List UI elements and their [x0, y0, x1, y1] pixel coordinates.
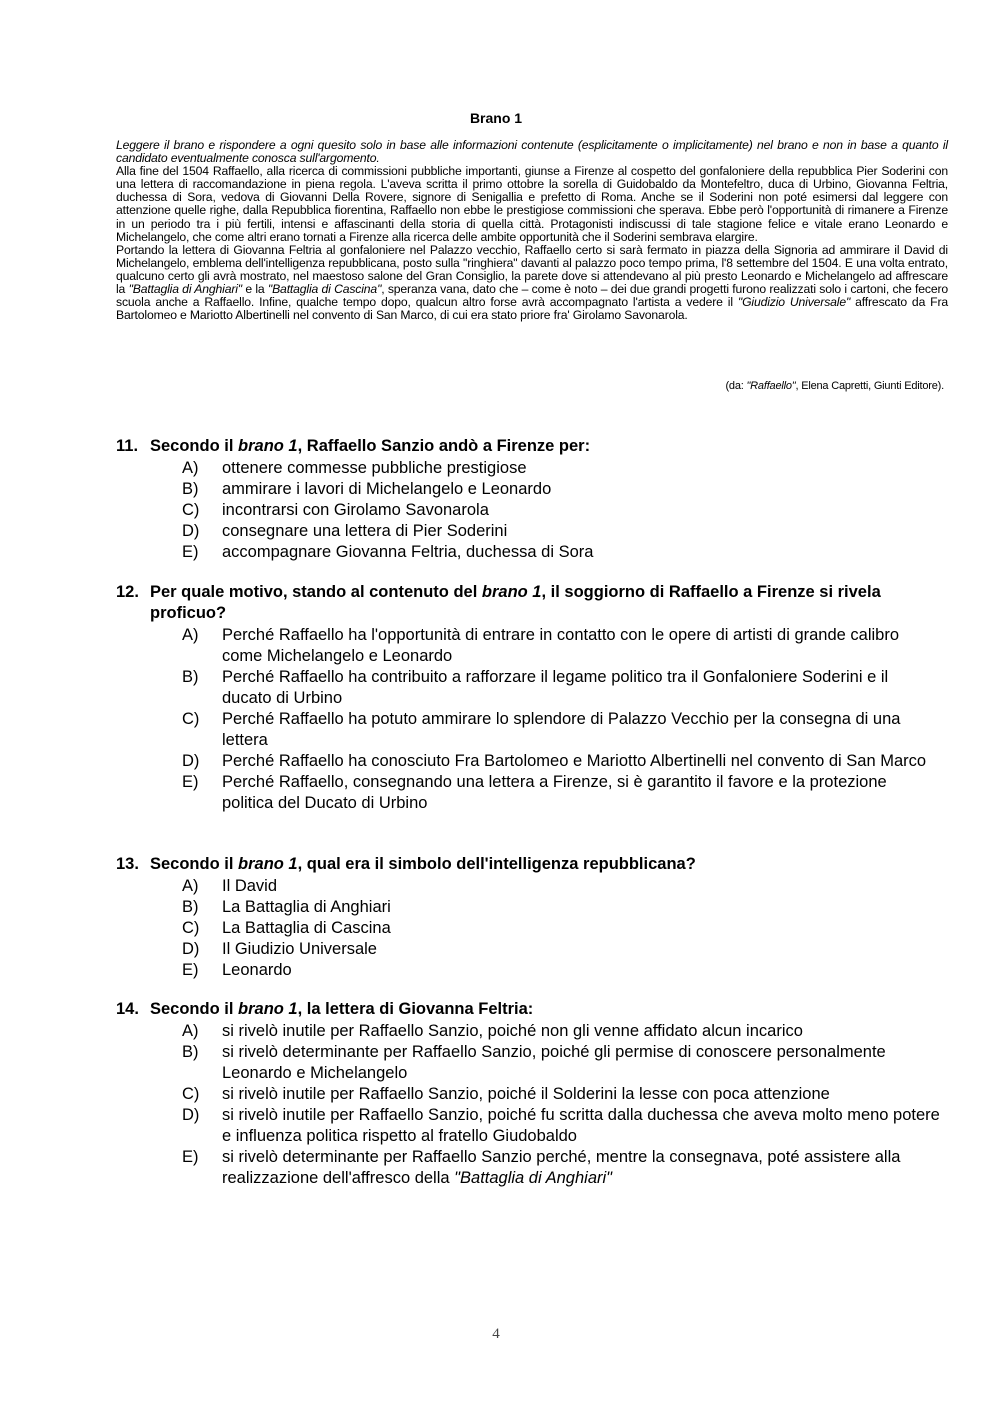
- paragraph-2-text: affrescato da Fra Bartolomeo e Mariotto Albertinelli nel convento di San Marco, di cui era stato priore fra' Girolamo Savonarola.: [116, 295, 949, 323]
- option-letter: B): [182, 480, 199, 498]
- work-title-anghiari: "Battaglia di Anghiari": [128, 282, 242, 297]
- question-text: [150, 582, 942, 624]
- question-stem: [116, 999, 942, 1020]
- option-letter: D): [182, 1106, 200, 1124]
- option-text: La Battaglia di Cascina: [222, 919, 391, 937]
- answer-option-d[interactable]: [182, 521, 942, 542]
- question-text-part: Secondo il: [150, 437, 239, 455]
- answer-option-c[interactable]: [182, 918, 942, 939]
- question-text-emphasis: brano 1: [238, 1000, 298, 1018]
- question-12: [116, 582, 942, 814]
- question-number: 12.: [116, 583, 139, 601]
- option-letter: D): [182, 752, 200, 770]
- answer-options: [182, 1021, 942, 1189]
- option-text: Perché Raffaello, consegnando una lettera a Firenze, si è garantito il favore e la protezione politica del Ducato di Urbino: [222, 773, 887, 812]
- passage-paragraph-1: Alla fine del 1504 Raffaello, alla ricerca di commissioni pubbliche importanti, giunse a Firenze al cospetto del gonfaloniere della repubblica Pier Soderini con una lettera di raccomandazione in piena regola. L'aveva scritta il primo ottobre la sorella di Guidobaldo da Montefeltro, duca di Urbino, Giovanna Feltria, duchessa di Sora, vedova di Giovanni Della Rovere, signore di Senigallia e prefetto di Roma. Anche se il Soderini non poté esimersi dal leggere con attenzione quelle righe, dalla Repubblica fiorentina, Raffaello non ebbe le prestigiose commissioni che sperava. Ebbe però l'opportunità di rimanere a Firenze in un periodo tra i più fertili, intensi e affascinanti della storia di quella città. Protagonisti indiscussi di tale stagione felice e vitale erano Leonardo e Michelangelo, che come altri erano tornati a Firenze alla ricerca delle ambite opportunità che il Soderini sembrava elargire.: [116, 164, 948, 244]
- question-text-emphasis: brano 1: [238, 855, 298, 873]
- option-letter: C): [182, 710, 200, 728]
- answer-options: [182, 876, 942, 981]
- question-13: [116, 854, 942, 981]
- answer-option-b[interactable]: [182, 667, 942, 709]
- passage-instructions: Leggere il brano e rispondere a ogni quesito solo in base alle informazioni contenute (esplicitamente o implicitamente) nel brano e non in base a quanto il candidato eventualmente conosca sull'argomento.: [116, 138, 948, 166]
- option-text: [222, 1147, 942, 1189]
- question-text-part: Secondo il: [150, 855, 239, 873]
- question-number: 11.: [116, 437, 139, 455]
- question-text-emphasis: brano 1: [481, 583, 542, 601]
- option-letter: D): [182, 940, 200, 958]
- option-text: Il Giudizio Universale: [222, 940, 377, 958]
- question-text-part: Per quale motivo, stando al contenuto del: [150, 583, 482, 601]
- option-letter: E): [182, 773, 199, 791]
- answer-option-e[interactable]: [182, 1147, 942, 1189]
- citation-text: (da:: [725, 380, 747, 392]
- option-text: si rivelò determinante per Raffaello Sanzio, poiché gli permise di conoscere personalmente Leonardo e Michelangelo: [222, 1043, 886, 1082]
- option-text: ottenere commesse pubbliche prestigiose: [222, 459, 527, 477]
- option-text: Perché Raffaello ha potuto ammirare lo splendore di Palazzo Vecchio per la consegna di una lettera: [222, 710, 901, 749]
- option-text: accompagnare Giovanna Feltria, duchessa di Sora: [222, 543, 594, 561]
- question-14: [116, 999, 942, 1189]
- option-letter: B): [182, 1043, 199, 1061]
- answer-option-a[interactable]: [182, 625, 942, 667]
- question-text: [150, 854, 942, 875]
- work-title-giudizio: "Giudizio Universale": [737, 295, 851, 310]
- option-text: si rivelò inutile per Raffaello Sanzio, poiché il Solderini la lesse con poca attenzione: [222, 1085, 830, 1103]
- answer-option-e[interactable]: [182, 542, 942, 563]
- answer-option-c[interactable]: [182, 500, 942, 521]
- answer-option-a[interactable]: [182, 876, 942, 897]
- question-text-emphasis: brano 1: [238, 437, 298, 455]
- option-text: si rivelò inutile per Raffaello Sanzio, poiché fu scritta dalla duchessa che aveva molto meno potere e influenza politica rispetto al fratello Giudobaldo: [222, 1106, 940, 1145]
- question-text: [150, 999, 942, 1020]
- answer-options: [182, 458, 942, 563]
- option-letter: C): [182, 919, 200, 937]
- option-letter: C): [182, 501, 200, 519]
- answer-option-b[interactable]: [182, 1042, 942, 1084]
- option-letter: A): [182, 877, 199, 895]
- question-text-part: , la lettera di Giovanna Feltria:: [297, 1000, 534, 1018]
- question-stem: [116, 436, 942, 457]
- answer-option-c[interactable]: [182, 1084, 942, 1105]
- answer-option-b[interactable]: [182, 897, 942, 918]
- option-letter: A): [182, 1022, 199, 1040]
- answer-option-c[interactable]: [182, 709, 942, 751]
- option-text: Perché Raffaello ha contribuito a rafforzare il legame politico tra il Gonfaloniere Soderini e il ducato di Urbino: [222, 668, 889, 707]
- page-number: 4: [492, 1326, 500, 1342]
- work-title-cascina: "Battaglia di Cascina": [267, 282, 382, 297]
- question-text-part: , qual era il simbolo dell'intelligenza repubblicana?: [297, 855, 696, 873]
- answer-option-d[interactable]: [182, 1105, 942, 1147]
- option-letter: A): [182, 459, 199, 477]
- paragraph-2-text: , speranza vana, dato che – come è noto – dei due grandi progetti furono realizzati solo i cartoni, che fecero scuola anche a Raffaello. Infine, qualche tempo dopo, qualcun altro forse avrà accompagnato l'artista a vedere il: [116, 282, 948, 310]
- option-letter: B): [182, 668, 199, 686]
- option-letter: B): [182, 898, 199, 916]
- paragraph-2-text: Portando la lettera di Giovanna Feltria al gonfaloniere nel Palazzo vecchio, Raffaello certo si sarà fermato in piazza della Signoria ad ammirare il David di Michelangelo, emblema dell'intelligenza repubblicana, posto sulla "ringhiera" davanti al palazzo poco tempo prima, l'8 settembre del 1504. E una volta entrato, qualcuno certo gli avrà mostrato, nel maestoso salone del Gran Consiglio, la parete dove si attendevano al più presto Leonardo e Michelangelo ad affrescare la: [116, 242, 948, 297]
- option-letter: E): [182, 543, 199, 561]
- option-letter: E): [182, 961, 199, 979]
- answer-options: [182, 625, 942, 814]
- answer-option-a[interactable]: [182, 1021, 942, 1042]
- option-letter: D): [182, 522, 200, 540]
- option-text: consegnare una lettera di Pier Soderini: [222, 522, 508, 540]
- option-letter: E): [182, 1148, 199, 1166]
- answer-option-e[interactable]: [182, 772, 942, 814]
- paragraph-2-text: e la: [241, 282, 268, 297]
- option-letter: A): [182, 626, 199, 644]
- question-text-part: , Raffaello Sanzio andò a Firenze per:: [297, 437, 591, 455]
- citation-book-title: "Raffaello": [746, 380, 796, 392]
- answer-option-a[interactable]: [182, 458, 942, 479]
- question-stem: [116, 854, 942, 875]
- option-text: incontrarsi con Girolamo Savonarola: [222, 501, 489, 519]
- question-text: [150, 436, 942, 457]
- answer-option-e[interactable]: [182, 960, 942, 981]
- question-number: 13.: [116, 855, 139, 873]
- question-text-part: Secondo il: [150, 1000, 239, 1018]
- option-text: si rivelò inutile per Raffaello Sanzio, poiché non gli venne affidato alcun incarico: [222, 1022, 803, 1040]
- citation-text: , Elena Capretti, Giunti Editore).: [795, 380, 944, 392]
- question-number: 14.: [116, 1000, 139, 1018]
- passage-body: [116, 139, 948, 322]
- passage-title: Brano 1: [469, 110, 523, 126]
- question-11: [116, 436, 942, 563]
- option-text-part: si rivelò determinante per Raffaello Sanzio perché, mentre la consegnava, poté assistere alla realizzazione dell'affresco della: [222, 1148, 901, 1187]
- answer-option-b[interactable]: [182, 479, 942, 500]
- passage-paragraph-2: [116, 244, 948, 323]
- answer-option-d[interactable]: [182, 939, 942, 960]
- option-text: La Battaglia di Anghiari: [222, 898, 391, 916]
- option-letter: C): [182, 1085, 200, 1103]
- answer-option-d[interactable]: [182, 751, 942, 772]
- option-text: ammirare i lavori di Michelangelo e Leonardo: [222, 480, 552, 498]
- option-text: Perché Raffaello ha conosciuto Fra Bartolomeo e Mariotto Albertinelli nel convento di San Marco: [222, 752, 927, 770]
- question-text-part: , il soggiorno di Raffaello a Firenze si rivela proficuo?: [150, 583, 881, 622]
- option-text-emphasis: "Battaglia di Anghiari": [454, 1169, 613, 1187]
- option-text: Leonardo: [222, 961, 292, 979]
- option-text: Il David: [222, 877, 278, 895]
- option-text: Perché Raffaello ha l'opportunità di entrare in contatto con le opere di artisti di grande calibro come Michelangelo e Leonardo: [222, 626, 900, 665]
- source-citation: [725, 380, 944, 392]
- question-stem: [116, 582, 942, 624]
